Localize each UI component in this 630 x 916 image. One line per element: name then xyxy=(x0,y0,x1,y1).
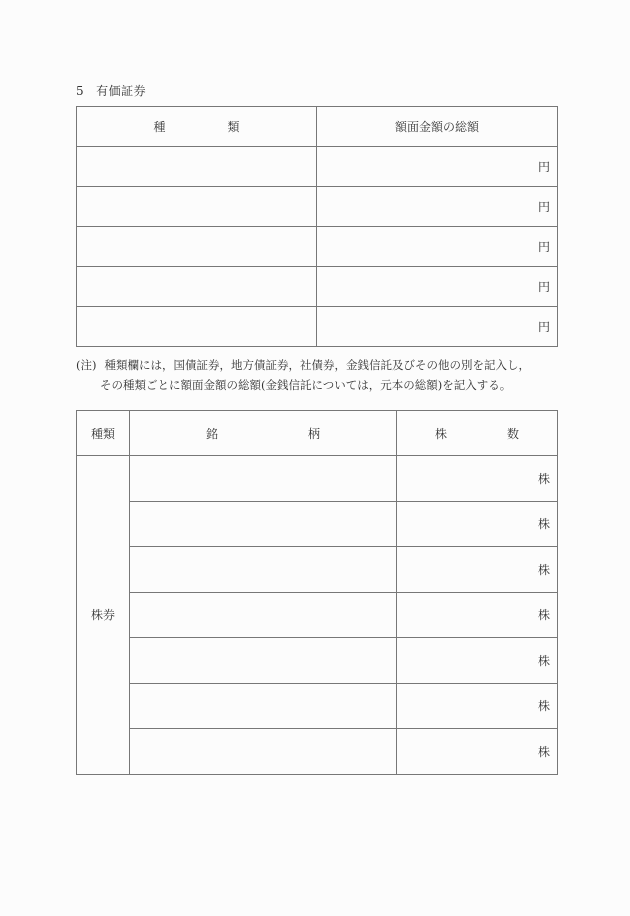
shares-cell[interactable] xyxy=(397,456,558,502)
amount-cell[interactable] xyxy=(317,267,558,307)
shares-cell[interactable] xyxy=(397,683,558,729)
note-line-1: (注) 種類欄には，国債証券，地方債証券，社債券，金銭信託及びその他の別を記入し， xyxy=(76,358,530,372)
unit-shares: 株 xyxy=(537,699,550,714)
table-header-row xyxy=(77,107,558,147)
table-row xyxy=(77,307,558,347)
kind-cell[interactable] xyxy=(77,227,317,267)
unit-shares: 株 xyxy=(537,653,550,668)
note xyxy=(76,355,530,395)
kind-cell[interactable] xyxy=(77,307,317,347)
brand-cell[interactable] xyxy=(130,729,397,775)
note-line-2: その種類ごとに額面金額の総額(金銭信託については，元本の総額)を記入する。 xyxy=(100,378,512,392)
unit-yen: 円 xyxy=(537,320,550,334)
table-row xyxy=(77,187,558,227)
brand-cell[interactable] xyxy=(130,456,397,502)
stock-shares-table xyxy=(76,410,558,775)
table-row xyxy=(77,456,558,502)
table-row xyxy=(77,638,558,684)
kind-cell[interactable] xyxy=(77,147,317,187)
header-shares: 株 数 xyxy=(397,411,558,456)
brand-cell[interactable] xyxy=(130,638,397,684)
kind-cell[interactable] xyxy=(77,187,317,227)
table-row xyxy=(77,547,558,593)
shares-cell[interactable] xyxy=(397,592,558,638)
brand-cell[interactable] xyxy=(130,683,397,729)
shares-cell[interactable] xyxy=(397,638,558,684)
unit-yen: 円 xyxy=(537,280,550,294)
amount-cell[interactable] xyxy=(317,147,558,187)
unit-yen: 円 xyxy=(537,200,550,214)
unit-yen: 円 xyxy=(537,160,550,174)
header-face-amount-total: 額面金額の総額 xyxy=(317,107,558,147)
unit-shares: 株 xyxy=(537,608,550,623)
brand-cell[interactable] xyxy=(130,547,397,593)
header-type: 種類 xyxy=(77,411,130,456)
type-cell-stock: 株券 xyxy=(77,456,130,775)
unit-shares: 株 xyxy=(537,517,550,532)
shares-cell[interactable] xyxy=(397,501,558,547)
header-brand: 銘 柄 xyxy=(130,411,397,456)
section-number: 5 xyxy=(76,84,85,98)
securities-amount-table xyxy=(76,106,558,347)
brand-cell[interactable] xyxy=(130,592,397,638)
note-label: (注) xyxy=(76,358,97,372)
amount-cell[interactable] xyxy=(317,227,558,267)
unit-yen: 円 xyxy=(537,240,550,254)
table-row xyxy=(77,227,558,267)
shares-cell[interactable] xyxy=(397,729,558,775)
kind-cell[interactable] xyxy=(77,267,317,307)
table-row xyxy=(77,729,558,775)
amount-cell[interactable] xyxy=(317,307,558,347)
table-row xyxy=(77,267,558,307)
amount-cell[interactable] xyxy=(317,187,558,227)
brand-cell[interactable] xyxy=(130,501,397,547)
shares-cell[interactable] xyxy=(397,547,558,593)
table-header-row xyxy=(77,411,558,456)
unit-shares: 株 xyxy=(537,744,550,759)
table-row xyxy=(77,147,558,187)
table-row xyxy=(77,683,558,729)
unit-shares: 株 xyxy=(537,471,550,486)
header-kind: 種 類 xyxy=(77,107,317,147)
section-heading xyxy=(76,82,146,99)
table-row xyxy=(77,592,558,638)
section-title: 有価証券 xyxy=(96,84,147,98)
unit-shares: 株 xyxy=(537,562,550,577)
table-row xyxy=(77,501,558,547)
